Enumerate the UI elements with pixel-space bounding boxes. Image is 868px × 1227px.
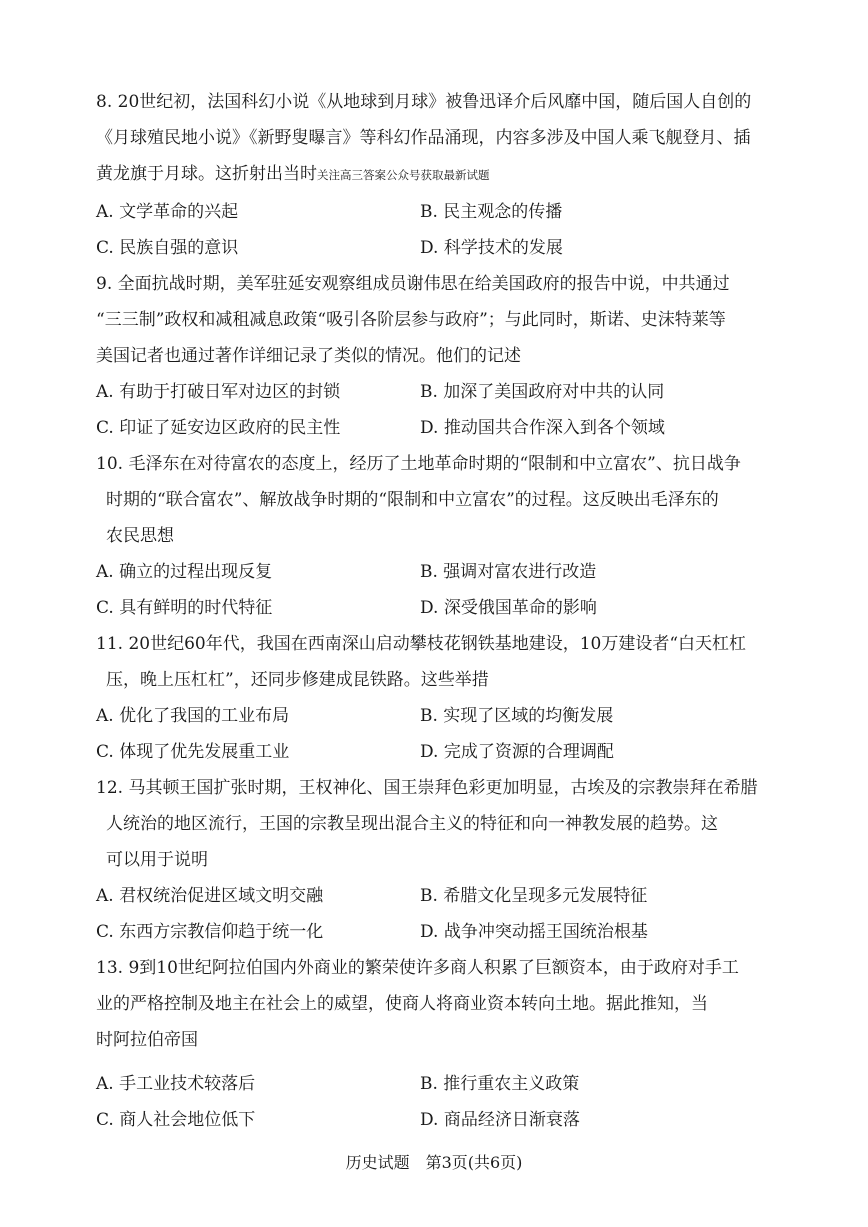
- question-12-line-2: 人统治的地区流行，王国的宗教呈现出混合主义的特征和向一神教发展的趋势。这: [106, 814, 718, 834]
- question-8-option-a: A. 文学革命的兴起: [96, 202, 239, 222]
- question-12-option-c: C. 东西方宗教信仰趋于统一化: [96, 922, 324, 942]
- question-10-line-3: 农民思想: [106, 526, 174, 546]
- question-13-option-b: B. 推行重农主义政策: [420, 1074, 580, 1094]
- question-8-option-b: B. 民主观念的传播: [420, 202, 563, 222]
- question-10-option-a: A. 确立的过程出现反复: [96, 562, 273, 582]
- question-13-option-a: A. 手工业技术较落后: [96, 1074, 256, 1094]
- question-13-line-3: 时阿拉伯帝国: [96, 1030, 198, 1050]
- question-9-option-d: D. 推动国共合作深入到各个领域: [420, 418, 665, 438]
- question-8-line-2: 《月球殖民地小说》《新野叟曝言》等科幻作品涌现，内容多涉及中国人乘飞舰登月、插: [96, 128, 751, 148]
- question-13-line-2: 业的严格控制及地主在社会上的威望，使商人将商业资本转向土地。据此推知，当: [96, 994, 708, 1014]
- question-11-line-2: 压，晚上压杠杠”，还同步修建成昆铁路。这些举措: [106, 670, 489, 690]
- question-10-option-c: C. 具有鲜明的时代特征: [96, 598, 273, 618]
- question-9-option-a: A. 有助于打破日军对边区的封锁: [96, 382, 341, 402]
- question-11-stem: [96, 626, 756, 698]
- question-8-line-1: 8. 20世纪初，法国科幻小说《从地球到月球》被鲁迅译介后风靡中国，随后国人自创的: [96, 92, 752, 112]
- question-9-line-3: 美国记者也通过著作详细记录了类似的情况。他们的记述: [96, 346, 521, 366]
- question-8-option-d: D. 科学技术的发展: [420, 238, 563, 258]
- question-12-option-d: D. 战争冲突动摇王国统治根基: [420, 922, 648, 942]
- question-11-line-1: 11. 20世纪60年代，我国在西南深山启动攀枝花钢铁基地建设，10万建设者“白天杠杠: [96, 634, 747, 654]
- watermark-note: 关注高三答案公众号获取最新试题: [317, 168, 490, 182]
- question-8-option-c: C. 民族自强的意识: [96, 238, 239, 258]
- question-11-option-c: C. 体现了优先发展重工业: [96, 742, 290, 762]
- question-9-stem: [96, 266, 756, 374]
- question-10-option-d: D. 深受俄国革命的影响: [420, 598, 597, 618]
- question-12-line-3: 可以用于说明: [106, 850, 208, 870]
- question-10-line-1: 10. 毛泽东在对待富农的态度上，经历了土地革命时期的“限制和中立富农”、抗日战争: [96, 454, 741, 474]
- question-12-line-1: 12. 马其顿王国扩张时期，王权神化、国王崇拜色彩更加明显，古埃及的宗教崇拜在希腊: [96, 778, 758, 798]
- question-13-option-c: C. 商人社会地位低下: [96, 1110, 256, 1130]
- question-12-option-b: B. 希腊文化呈现多元发展特征: [420, 886, 648, 906]
- question-9-line-1: 9. 全面抗战时期，美军驻延安观察组成员谢伟思在给美国政府的报告中说，中共通过: [96, 274, 730, 294]
- question-13-line-1: 13. 9到10世纪阿拉伯国内外商业的繁荣使许多商人积累了巨额资本，由于政府对手工: [96, 958, 739, 978]
- question-12-option-a: A. 君权统治促进区域文明交融: [96, 886, 324, 906]
- question-9-option-c: C. 印证了延安边区政府的民主性: [96, 418, 341, 438]
- question-10-stem: [96, 446, 756, 554]
- question-13-stem: [96, 950, 756, 1058]
- question-13-option-d: D. 商品经济日渐衰落: [420, 1110, 580, 1130]
- question-11-option-a: A. 优化了我国的工业布局: [96, 706, 290, 726]
- question-8-line-3-text: 黄龙旗于月球。这折射出当时: [96, 164, 317, 184]
- question-9-option-b: B. 加深了美国政府对中共的认同: [420, 382, 665, 402]
- question-8-line-3: [96, 156, 756, 192]
- question-11-option-b: B. 实现了区域的均衡发展: [420, 706, 614, 726]
- question-12-stem: [96, 770, 756, 878]
- question-9-line-2: “三三制”政权和减租减息政策“吸引各阶层参与政府”；与此同时，斯诺、史沫特莱等: [96, 310, 726, 330]
- question-10-option-b: B. 强调对富农进行改造: [420, 562, 597, 582]
- question-10-line-2: 时期的“联合富农”、解放战争时期的“限制和中立富农”的过程。这反映出毛泽东的: [106, 490, 719, 510]
- question-11-option-d: D. 完成了资源的合理调配: [420, 742, 614, 762]
- question-8-stem: [96, 84, 756, 192]
- page-footer: 历史试题 第3页(共6页): [345, 1153, 523, 1172]
